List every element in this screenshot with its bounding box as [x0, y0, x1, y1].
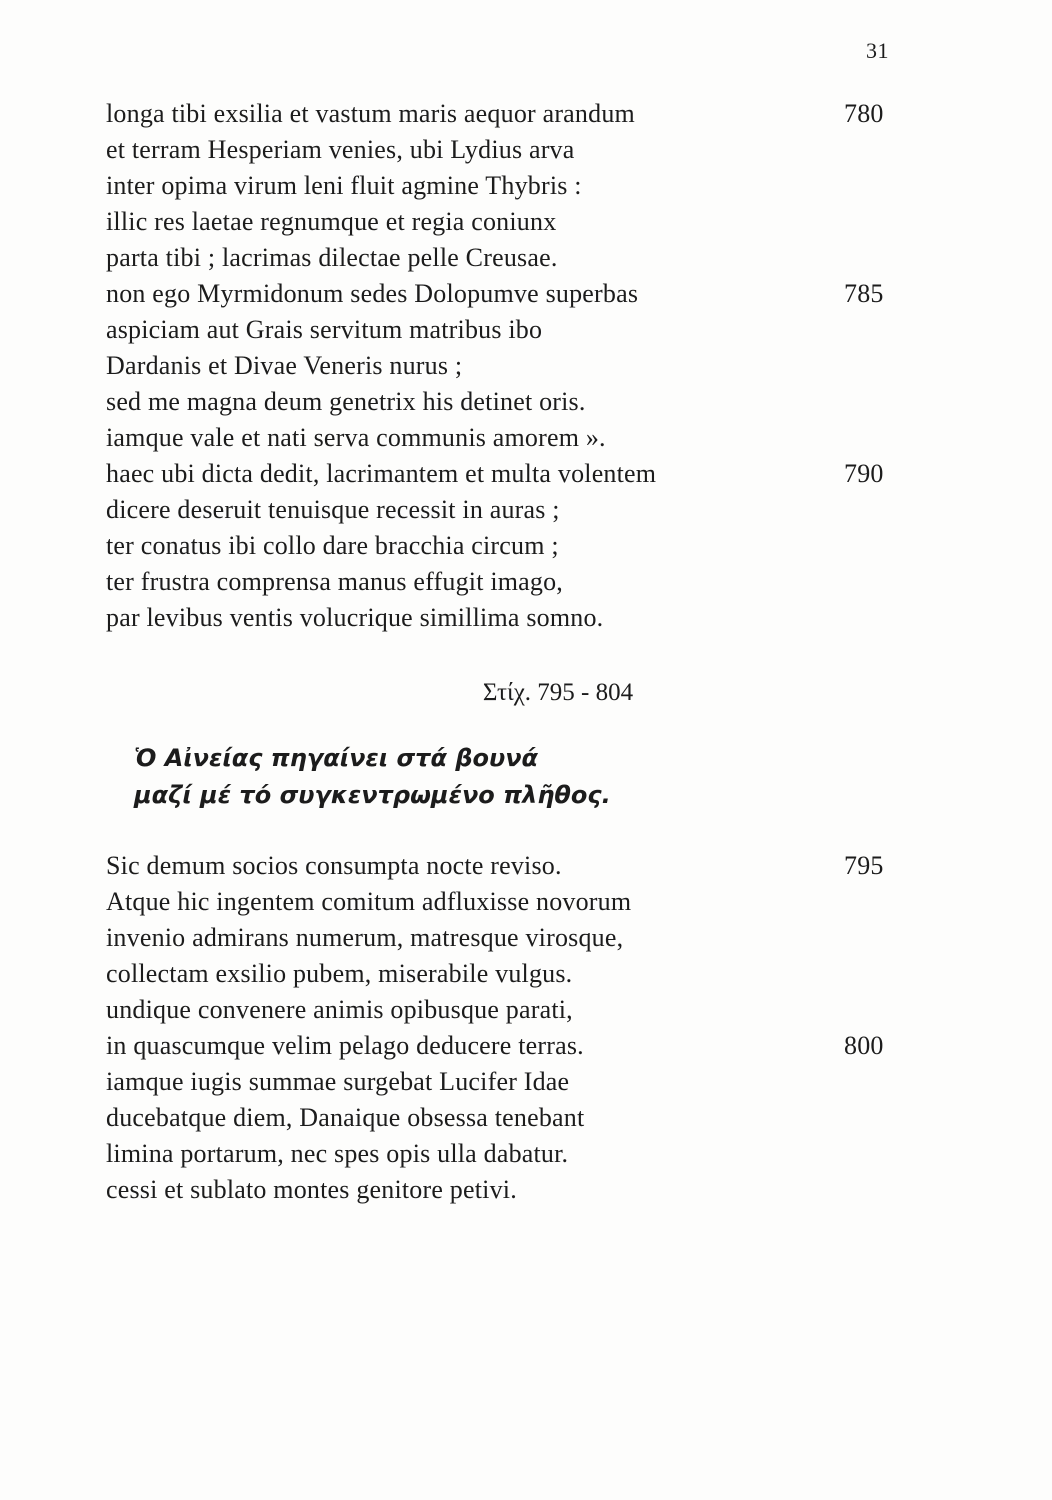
verse-block-780-794 — [106, 96, 906, 636]
verse-line — [106, 884, 906, 920]
verse-line — [106, 312, 906, 348]
verse-line — [106, 276, 906, 312]
verse-text: aspiciam aut Grais servitum matribus ibo — [106, 315, 543, 344]
verse-line — [106, 348, 906, 384]
verse-text: et terram Hesperiam venies, ubi Lydius arva — [106, 135, 575, 164]
verse-line — [106, 1172, 906, 1208]
verse-text: iamque iugis summae surgebat Lucifer Idae — [106, 1067, 570, 1096]
verse-line — [106, 240, 906, 276]
verse-line — [106, 992, 906, 1028]
verse-line — [106, 168, 906, 204]
section-heading-line-1: Ὁ Αἰνείας πηγαίνει στά βουνά — [134, 744, 539, 772]
verse-text: ter frustra comprensa manus effugit imago, — [106, 567, 564, 596]
verse-text: parta tibi ; lacrimas dilectae pelle Creusae. — [106, 243, 558, 272]
line-number: 795 — [844, 851, 884, 880]
verse-line — [106, 1064, 906, 1100]
line-number: 785 — [844, 279, 884, 308]
section-heading — [134, 740, 611, 814]
verse-text: inter opima virum leni fluit agmine Thybris : — [106, 171, 582, 200]
verse-text: iamque vale et nati serva communis amorem ». — [106, 423, 606, 452]
verse-text: Dardanis et Divae Veneris nurus ; — [106, 351, 463, 380]
verse-line — [106, 456, 906, 492]
verse-line — [106, 528, 906, 564]
line-number: 800 — [844, 1031, 884, 1060]
verse-range-label: Στίχ. 795 - 804 — [482, 679, 634, 706]
verse-text: in quascumque velim pelago deducere terras. — [106, 1031, 584, 1060]
verse-text: par levibus ventis volucrique simillima somno. — [106, 603, 604, 632]
verse-line — [106, 564, 906, 600]
verse-text: haec ubi dicta dedit, lacrimantem et multa volentem — [106, 459, 657, 488]
line-number: 790 — [844, 459, 884, 488]
verse-line — [106, 1100, 906, 1136]
verse-line — [106, 420, 906, 456]
verse-block-795-804 — [106, 848, 906, 1208]
verse-text: limina portarum, nec spes opis ulla dabatur. — [106, 1139, 569, 1168]
verse-line — [106, 96, 906, 132]
verse-line — [106, 132, 906, 168]
verse-line — [106, 600, 906, 636]
verse-text: non ego Myrmidonum sedes Dolopumve superbas — [106, 279, 639, 308]
section-heading-line-2: μαζί μέ τό συγκεντρωμένο πλῆθος. — [134, 781, 611, 809]
verse-line — [106, 848, 906, 884]
verse-text: ducebatque diem, Danaique obsessa tenebant — [106, 1103, 585, 1132]
verse-line — [106, 956, 906, 992]
verse-text: cessi et sublato montes genitore petivi. — [106, 1175, 517, 1204]
verse-text: sed me magna deum genetrix his detinet oris. — [106, 387, 586, 416]
verse-text: illic res laetae regnumque et regia coniunx — [106, 207, 557, 236]
verse-text: collectam exsilio pubem, miserabile vulgus. — [106, 959, 573, 988]
verse-line — [106, 204, 906, 240]
verse-text: Sic demum socios consumpta nocte reviso. — [106, 851, 562, 880]
verse-text: undique convenere animis opibusque parati, — [106, 995, 573, 1024]
verse-text: longa tibi exsilia et vastum maris aequor arandum — [106, 99, 635, 128]
verse-text: ter conatus ibi collo dare bracchia circum ; — [106, 531, 559, 560]
verse-text: dicere deseruit tenuisque recessit in auras ; — [106, 495, 560, 524]
verse-line — [106, 1028, 906, 1064]
verse-text: Atque hic ingentem comitum adfluxisse novorum — [106, 887, 632, 916]
verse-line — [106, 492, 906, 528]
verse-line — [106, 920, 906, 956]
verse-line — [106, 1136, 906, 1172]
page-number: 31 — [866, 38, 889, 63]
verse-text: invenio admirans numerum, matresque virosque, — [106, 923, 624, 952]
line-number: 780 — [844, 99, 884, 128]
verse-line — [106, 384, 906, 420]
